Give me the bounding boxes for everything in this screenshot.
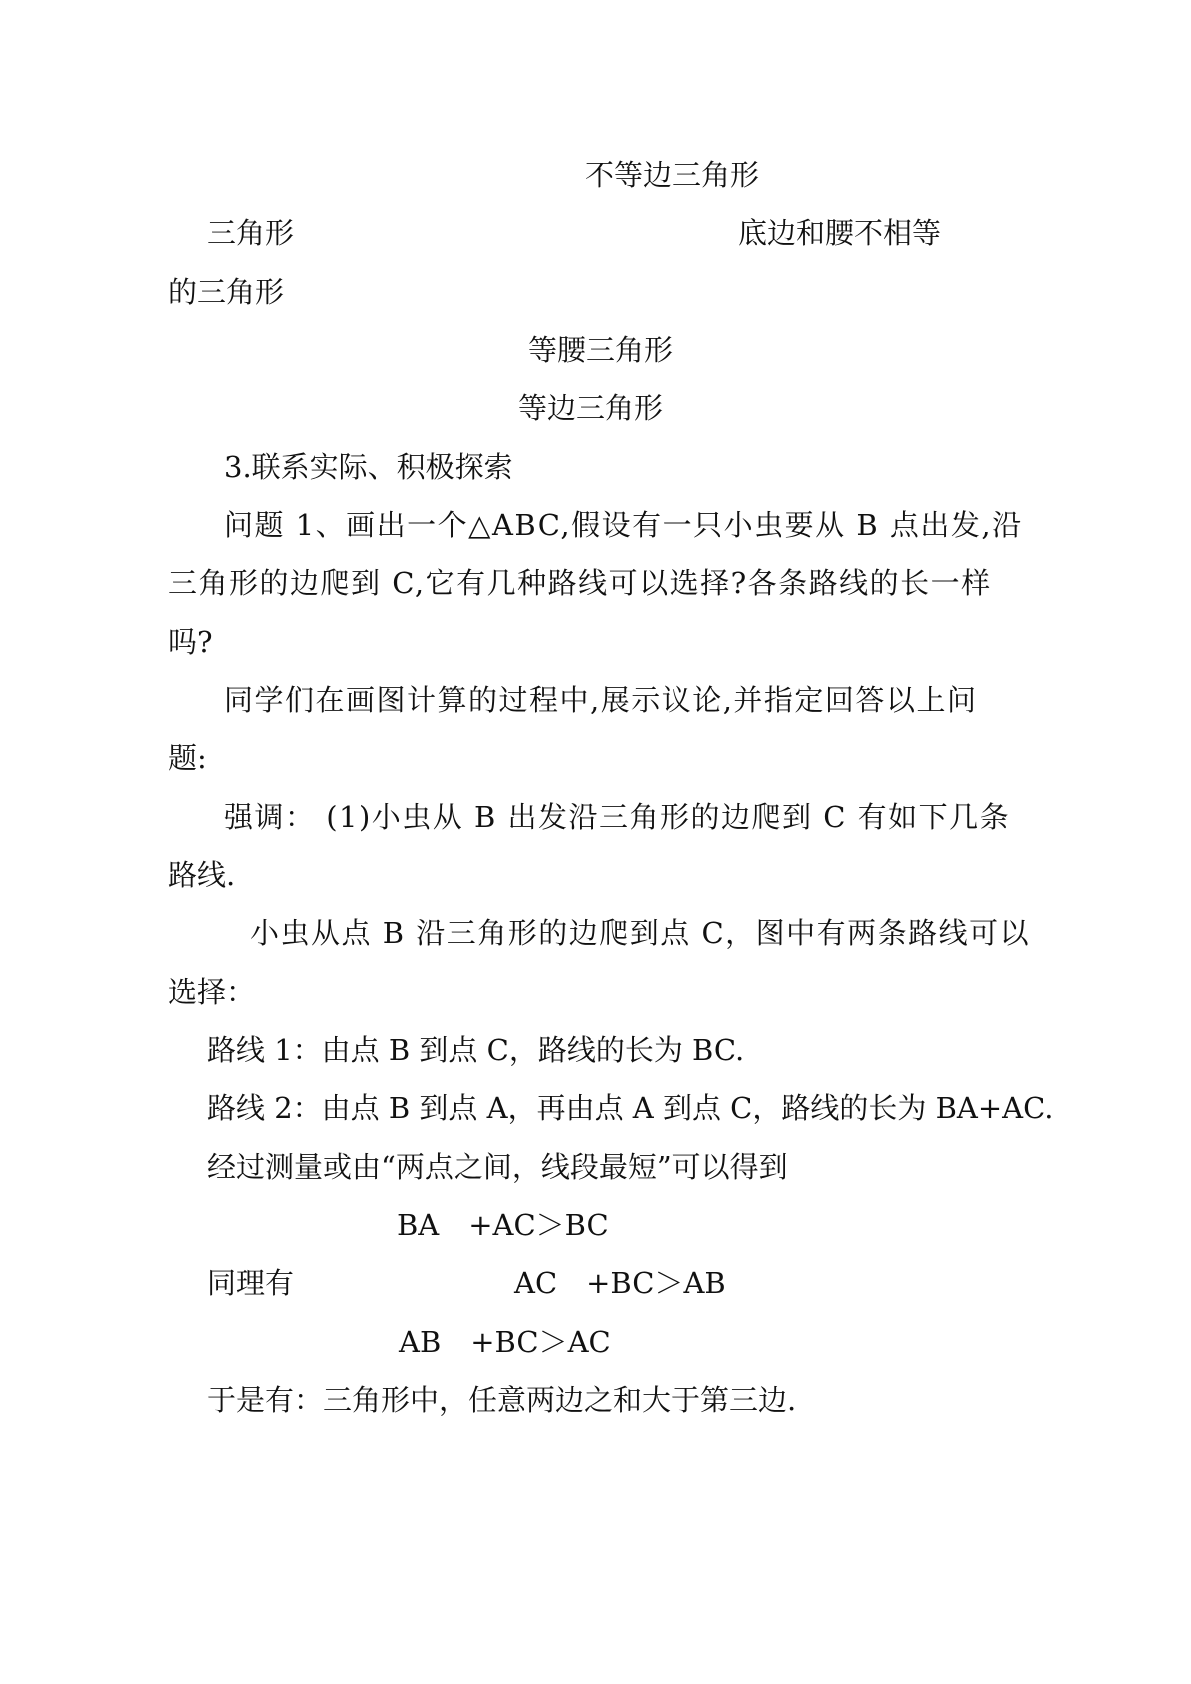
- section-heading: 3.联系实际、积极探索: [224, 450, 513, 484]
- problem1-line1: 问题 1、画出一个△ABC,假设有一只小虫要从 B 点出发,沿: [224, 508, 1023, 542]
- emphasis-line1: 强调： (1)小虫从 B 出发沿三角形的边爬到 C 有如下几条: [224, 800, 1011, 834]
- problem1-line2: 三角形的边爬到 C,它有几种路线可以选择?各条路线的长一样: [168, 566, 992, 600]
- isosceles-label: 等腰三角形: [528, 333, 674, 367]
- explanation-line2: 选择：: [168, 975, 256, 1009]
- triangle-label: 三角形: [207, 216, 295, 250]
- discussion-line1: 同学们在画图计算的过程中,展示议论,并指定回答以上问: [224, 683, 978, 717]
- emphasis-line2: 路线.: [168, 858, 236, 892]
- discussion-line2: 题:: [168, 741, 207, 775]
- scalene-label: 不等边三角形: [585, 158, 760, 192]
- route1-text: 路线 1：由点 B 到点 C，路线的长为 BC.: [207, 1033, 745, 1067]
- similarly-label: 同理有: [207, 1266, 295, 1300]
- inequality-2: AC +BC＞AB: [514, 1266, 726, 1300]
- explanation-line1: 小虫从点 B 沿三角形的边爬到点 C，图中有两条路线可以: [250, 916, 1031, 950]
- equilateral-label: 等边三角形: [518, 391, 664, 425]
- base-not-equal-label: 底边和腰不相等: [738, 216, 942, 250]
- base-not-equal-label-cont: 的三角形: [168, 275, 285, 309]
- problem1-line3: 吗?: [168, 625, 213, 659]
- route2-text: 路线 2：由点 B 到点 A，再由点 A 到点 C，路线的长为 BA+AC.: [207, 1091, 1054, 1125]
- inequality-3: AB +BC＞AC: [399, 1325, 611, 1359]
- inequality-1: BA +AC＞BC: [397, 1208, 609, 1242]
- measure-text: 经过测量或由“两点之间，线段最短”可以得到: [207, 1150, 788, 1184]
- conclusion-text: 于是有：三角形中，任意两边之和大于第三边.: [207, 1383, 797, 1417]
